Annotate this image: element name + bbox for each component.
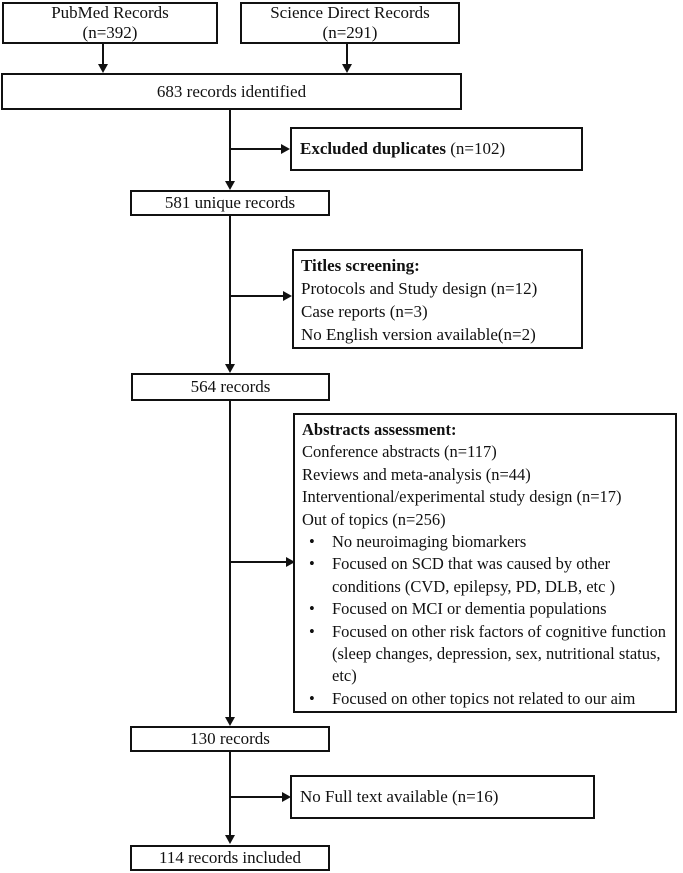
box-records-identified bbox=[1, 73, 462, 110]
arrowhead-564-to-130 bbox=[225, 717, 235, 726]
abstracts-bullet: • No neuroimaging biomarkers bbox=[302, 531, 671, 553]
box-records-included bbox=[130, 845, 330, 871]
arrowhead-branch-titles bbox=[283, 291, 292, 301]
arrowhead-branch-duplicates bbox=[281, 144, 290, 154]
excluded-duplicates-label bbox=[300, 139, 581, 159]
records-identified-label: 683 records identified bbox=[156, 81, 307, 101]
abstracts-assessment-item: Interventional/experimental study design (n=17) bbox=[302, 487, 622, 507]
line-branch-fulltext bbox=[230, 796, 283, 798]
excluded-duplicates-count: (n=102) bbox=[445, 139, 506, 158]
unique-records-label: 581 unique records bbox=[164, 193, 296, 212]
abstracts-bullet: • Focused on other risk factors of cognitive function (sleep changes, depression, sex, nutritional status, etc) bbox=[302, 621, 671, 688]
box-unique-records bbox=[130, 190, 330, 216]
arrowhead-130-to-114 bbox=[225, 835, 235, 844]
line-564-to-130 bbox=[229, 401, 231, 718]
records-included-label: 114 records included bbox=[159, 848, 301, 867]
box-titles-screening bbox=[292, 249, 583, 349]
line-unique-to-564 bbox=[229, 216, 231, 365]
arrowhead-pubmed-to-identified bbox=[98, 64, 108, 73]
box-130-records bbox=[130, 726, 330, 752]
box-564-records bbox=[131, 373, 330, 401]
titles-screening-item: No English version available(n=2) bbox=[301, 325, 536, 344]
no-full-text-label: No Full text available (n=16) bbox=[300, 787, 499, 806]
line-branch-titles bbox=[230, 295, 284, 297]
box-science-direct-records bbox=[240, 2, 460, 44]
science-direct-records-label: Science Direct Records bbox=[270, 3, 430, 22]
line-branch-abstracts bbox=[230, 561, 287, 563]
line-pubmed-to-identified bbox=[102, 44, 104, 66]
arrowhead-unique-to-564 bbox=[225, 364, 235, 373]
arrowhead-sciencedirect-to-identified bbox=[342, 64, 352, 73]
130-records-label: 130 records bbox=[190, 729, 270, 748]
titles-screening-item: Case reports (n=3) bbox=[301, 302, 428, 321]
abstracts-bullet: • Focused on other topics not related to our aim bbox=[302, 688, 671, 710]
arrowhead-identified-to-unique bbox=[225, 181, 235, 190]
titles-screening-heading: Titles screening: bbox=[301, 256, 420, 275]
line-branch-duplicates bbox=[230, 148, 282, 150]
line-sciencedirect-to-identified bbox=[346, 44, 348, 66]
pubmed-records-count: (n=392) bbox=[82, 23, 138, 42]
pubmed-records-label: PubMed Records bbox=[51, 3, 169, 22]
box-abstracts-assessment bbox=[293, 413, 677, 713]
abstracts-assessment-bullet-list bbox=[302, 531, 671, 710]
abstracts-bullet: • Focused on MCI or dementia populations bbox=[302, 598, 671, 620]
abstracts-assessment-item: Reviews and meta-analysis (n=44) bbox=[302, 464, 531, 484]
line-identified-to-unique bbox=[229, 110, 231, 182]
science-direct-records-count: (n=291) bbox=[322, 23, 378, 42]
abstracts-bullet: • Focused on SCD that was caused by other conditions (CVD, epilepsy, PD, DLB, etc ) bbox=[302, 553, 671, 598]
box-excluded-duplicates bbox=[290, 127, 583, 171]
abstracts-assessment-item: Conference abstracts (n=117) bbox=[302, 442, 497, 462]
abstracts-assessment-heading: Abstracts assessment: bbox=[302, 420, 457, 439]
box-pubmed-records bbox=[2, 2, 218, 44]
564-records-label: 564 records bbox=[190, 377, 271, 396]
box-no-full-text bbox=[290, 775, 595, 819]
titles-screening-item: Protocols and Study design (n=12) bbox=[301, 279, 538, 298]
excluded-duplicates-title: Excluded duplicates bbox=[300, 139, 446, 158]
abstracts-assessment-item: Out of topics (n=256) bbox=[302, 509, 446, 529]
line-130-to-114 bbox=[229, 752, 231, 836]
